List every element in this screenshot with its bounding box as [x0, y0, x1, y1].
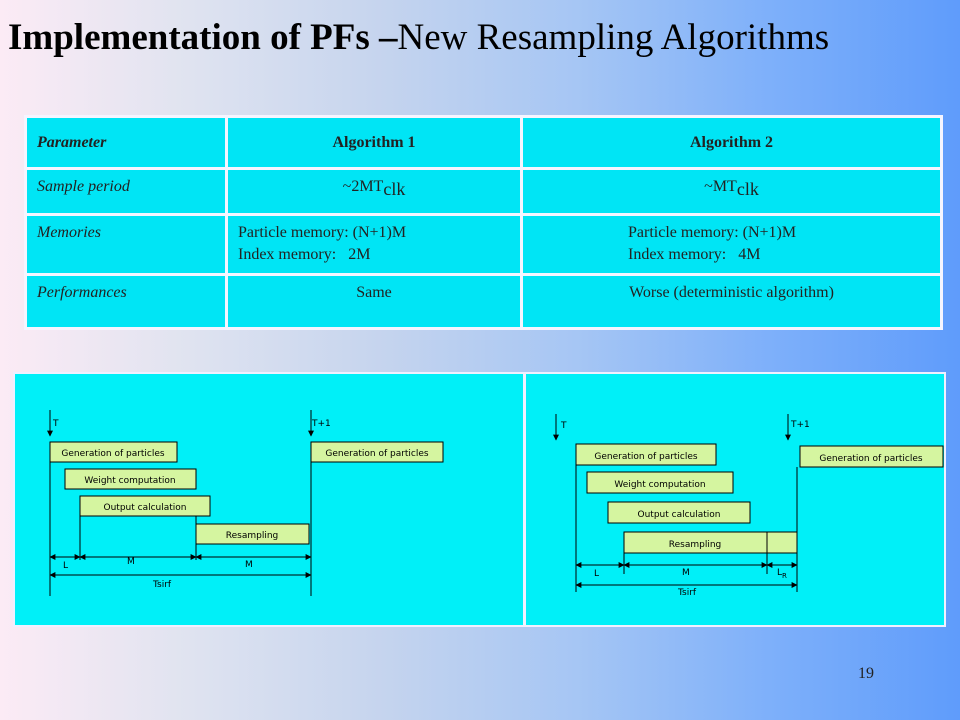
timing-diagram-algorithm-1: [15, 374, 523, 625]
label-lr: $L_R$: [777, 568, 787, 580]
timing-diagram-algorithm-2: [526, 374, 946, 625]
box-resampling-tail: [767, 532, 797, 553]
label-l: L: [63, 561, 69, 571]
text-weight: Weight computation: [84, 476, 176, 486]
page-number: 19: [858, 665, 874, 682]
text-output: Output calculation: [637, 510, 721, 520]
text-weight: Weight computation: [614, 480, 706, 490]
a1-sample-main: ~2MT: [342, 178, 384, 195]
a2-index-memory: Index memory: 4M: [628, 246, 761, 263]
label-t1: T+1: [791, 420, 810, 430]
text-resampling: Resampling: [668, 540, 722, 550]
a2-sample-main: ~MT: [704, 178, 737, 195]
row-label-sample-period: Sample period: [26, 169, 227, 215]
cell-a1-performances: Same: [227, 275, 522, 329]
row-label-performances: Performances: [26, 275, 227, 329]
cell-a2-sample-period: [522, 169, 942, 215]
a2-sample-sub: clk: [736, 179, 759, 200]
label-m: M: [682, 568, 690, 578]
slide-title-bold: Implementation of PFs –: [8, 17, 398, 58]
cell-a1-memories: [227, 215, 522, 275]
cell-a1-sample-period: [227, 169, 522, 215]
cell-a2-performances: Worse (deterministic algorithm): [522, 275, 942, 329]
label-t: T: [561, 421, 567, 431]
slide-title: [8, 16, 829, 59]
label-t: T: [53, 419, 59, 429]
label-m1: M: [127, 557, 135, 567]
text-generation: Generation of particles: [594, 452, 698, 462]
a1-particle-memory: Particle memory: (N+1)M: [238, 224, 407, 241]
table-row: [26, 215, 942, 275]
label-l: L: [594, 569, 600, 579]
label-tsirf: Tsirf: [153, 580, 172, 590]
label-tsirf: Tsirf: [678, 588, 697, 598]
text-resampling: Resampling: [225, 531, 279, 541]
a1-index-memory: Index memory: 2M: [238, 246, 371, 263]
table-row: [26, 275, 942, 329]
header-algorithm-1: Algorithm 1: [227, 117, 522, 169]
a2-particle-memory: Particle memory: (N+1)M: [628, 224, 797, 241]
text-generation: Generation of particles: [61, 449, 165, 459]
timing-diagrams-panel: [13, 372, 946, 627]
row-label-memories: Memories: [26, 215, 227, 275]
label-m2: M: [245, 560, 253, 570]
text-generation-next: Generation of particles: [819, 454, 923, 464]
a1-sample-sub: clk: [383, 179, 406, 200]
label-t1: T+1: [312, 419, 331, 429]
table-header-row: [26, 117, 942, 169]
text-output: Output calculation: [103, 503, 187, 513]
header-algorithm-2: Algorithm 2: [522, 117, 942, 169]
table-row: [26, 169, 942, 215]
cell-a2-memories: [522, 215, 942, 275]
text-generation-next: Generation of particles: [325, 449, 429, 459]
header-parameter: Parameter: [26, 117, 227, 169]
slide-title-rest: New Resampling Algorithms: [397, 17, 830, 58]
comparison-table: [24, 115, 943, 330]
